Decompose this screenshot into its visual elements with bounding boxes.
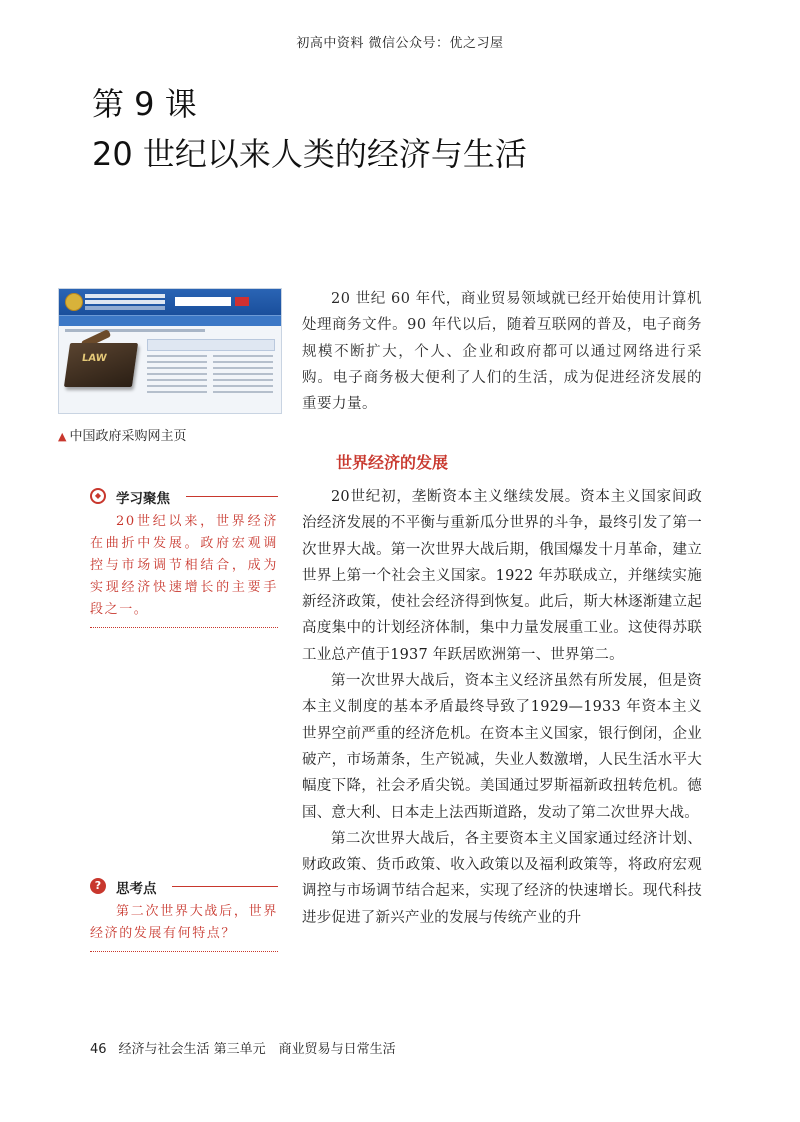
study-focus-box — [90, 487, 278, 628]
section-title: 世界经济的发展 — [336, 453, 449, 472]
study-focus-label: 学习聚焦 — [116, 491, 170, 507]
paragraph: 第一次世界大战后，资本主义经济虽然有所发展，但是资本主义制度的基本矛盾最终导致了1929—1933 年资本主义世界空前严重的经济危机。在资本主义国家，银行倒闭，企业破产，市场萧条，生产锐减，失业人数激增，人民生活水平大幅度下降，社会矛盾尖锐。美国通过罗斯福新政扭转危机。德国、意大利、日本走上法西斯道路，发动了第二次世界大战。 — [302, 673, 702, 821]
think-point-box — [90, 877, 278, 952]
think-point-label: 思考点 — [116, 881, 157, 897]
paragraph: 第二次世界大战后，各主要资本主义国家通过经济计划、财政政策、货币政策、收入政策以及福利政策等，将政府宏观调控与市场调节结合起来，实现了经济的快速增长。现代科技进步促进了新兴产业的发展与传统产业的升 — [302, 830, 702, 926]
study-focus-text: 20世纪以来，世界经济在曲折中发展。政府宏观调控与市场调节相结合，成为实现经济快速增长的主要手段之一。 — [90, 514, 278, 617]
lesson-heading — [92, 84, 527, 176]
law-book-image: LAW — [64, 343, 138, 387]
emblem-icon — [65, 293, 83, 311]
think-point-text: 第二次世界大战后，世界经济的发展有何特点？ — [90, 904, 278, 941]
question-icon: ? — [90, 878, 106, 894]
triangle-icon: ▲ — [58, 430, 67, 443]
book-title: 经济与社会生活 第三单元 商业贸易与日常生活 — [118, 1042, 396, 1057]
lesson-title: 20 世纪以来人类的经济与生活 — [92, 135, 527, 173]
body-text — [302, 484, 702, 931]
paragraph: 20世纪初，垄断资本主义继续发展。资本主义国家间政治经济发展的不平衡与重新瓜分世界的斗争，最终引发了第一次世界大战。第一次世界大战后期，俄国爆发十月革命，建立世界上第一个社会主义国家。1922 年苏联成立，并继续实施新经济政策，使社会经济得到恢复。此后，斯大林逐渐建立起高度集中的计划经济体制，集中力量发展重工业。这使得苏联工业总产值于1937 年跃居欧洲第一、世界第二。 — [302, 489, 702, 663]
target-icon: ◆ — [90, 488, 106, 504]
lesson-number: 第 9 课 — [92, 85, 197, 123]
page-number: 46 — [90, 1042, 107, 1057]
page-footer — [90, 1038, 396, 1057]
figure-caption: ▲ 中国政府采购网主页 — [58, 429, 187, 444]
website-screenshot — [58, 288, 282, 414]
page-header: 初高中资料 微信公众号：优之习屋 — [296, 36, 504, 51]
intro-paragraph: 20 世纪 60 年代，商业贸易领域就已经开始使用计算机处理商务文件。90 年代以后，随着互联网的普及，电子商务规模不断扩大，个人、企业和政府都可以通过网络进行采购。电子商务极大便利了人们的生活，成为促进经济发展的重要力量。 — [302, 291, 702, 413]
